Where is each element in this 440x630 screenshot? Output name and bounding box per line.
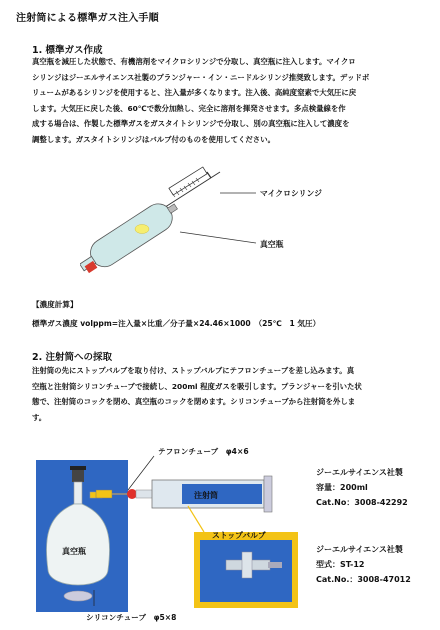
section2-line: す。 bbox=[32, 412, 47, 422]
vacuum-bottle-diagram bbox=[80, 160, 380, 285]
stop-valve-label: ストップバルブ bbox=[212, 531, 266, 540]
section2-line: 注射筒の先にストップバルブを取り付け、ストップバルブにテフロンチューブを差し込みます。真 bbox=[32, 366, 355, 375]
section1-paragraph bbox=[32, 54, 369, 148]
teflon-tube-label: テフロンチューブ φ4×6 bbox=[158, 447, 249, 456]
section2-paragraph bbox=[32, 363, 362, 425]
section1-line: します。大気圧に戻した後、60℃で数分加熱し、完全に溶剤を揮発させます。多点検量線を作 bbox=[32, 103, 346, 113]
vacuum-bottle-label: 真空瓶 bbox=[260, 240, 284, 249]
calc-formula: 標準ガス濃度 volppm=注入量×比重／分子量×24.46×1000 （25℃ 1 気圧） bbox=[32, 319, 321, 328]
section1-line: 成する場合は、作製した標準ガスをガスタイトシリンジで分取し、別の真空瓶に注入して濃度を bbox=[32, 119, 350, 129]
syringe-setup-photo bbox=[36, 440, 306, 622]
micro-syringe-label: マイクロシリンジ bbox=[260, 189, 322, 198]
valve-spec bbox=[316, 542, 411, 587]
section1-line: 真空瓶を減圧した状態で、有機溶剤をマイクロシリンジで分取し、真空瓶に注入します。マイクロ bbox=[32, 57, 356, 66]
valve-model: 型式：ST-12 bbox=[316, 560, 365, 569]
photo-bottle-label: 真空瓶 bbox=[62, 547, 86, 556]
section1-line: リュームがあるシリンジを使用すると、注入量が多くなります。注入後、高純度窒素で大気圧に戻 bbox=[32, 88, 357, 98]
stop-valve-inset bbox=[194, 532, 298, 608]
section2-line: 態で、注射筒のコックを閉め、真空瓶のコックを閉めます。シリコンチューブから注射筒を外しま bbox=[32, 397, 356, 407]
photo-syringe-label: 注射筒 bbox=[194, 491, 218, 500]
section1-line: 調整します。ガスタイトシリンジはバルブ付のものを使用してください。 bbox=[32, 134, 275, 144]
page-title: 注射筒による標準ガス注入手順 bbox=[16, 13, 159, 24]
section2-heading: 2. 注射筒への採取 bbox=[32, 352, 113, 363]
syringe-capacity: 容量：200ml bbox=[316, 483, 368, 492]
section2-line: 空瓶と注射筒シリコンチューブで接続し、200ml 程度ガスを吸引します。プランジャーを引いた状 bbox=[32, 381, 362, 391]
valve-maker: ジーエルサイエンス社製 bbox=[316, 545, 403, 554]
syringe-maker: ジーエルサイエンス社製 bbox=[316, 468, 403, 477]
silicone-tube-label: シリコンチューブ φ5×8 bbox=[86, 613, 177, 622]
syringe-spec bbox=[316, 465, 408, 510]
calc-heading: 【濃度計算】 bbox=[32, 300, 78, 309]
valve-cat-no: Cat.No.：3008-47012 bbox=[316, 575, 411, 584]
section1-line: シリンジはジーエルサイエンス社製のプランジャー・イン・ニードルシリンジ推奨致します。デッドボ bbox=[32, 72, 370, 82]
section1-heading: 1. 標準ガス作成 bbox=[32, 45, 103, 56]
syringe-cat-no: Cat.No：3008-42292 bbox=[316, 498, 408, 507]
vacuum-bottle-icon bbox=[80, 195, 183, 279]
